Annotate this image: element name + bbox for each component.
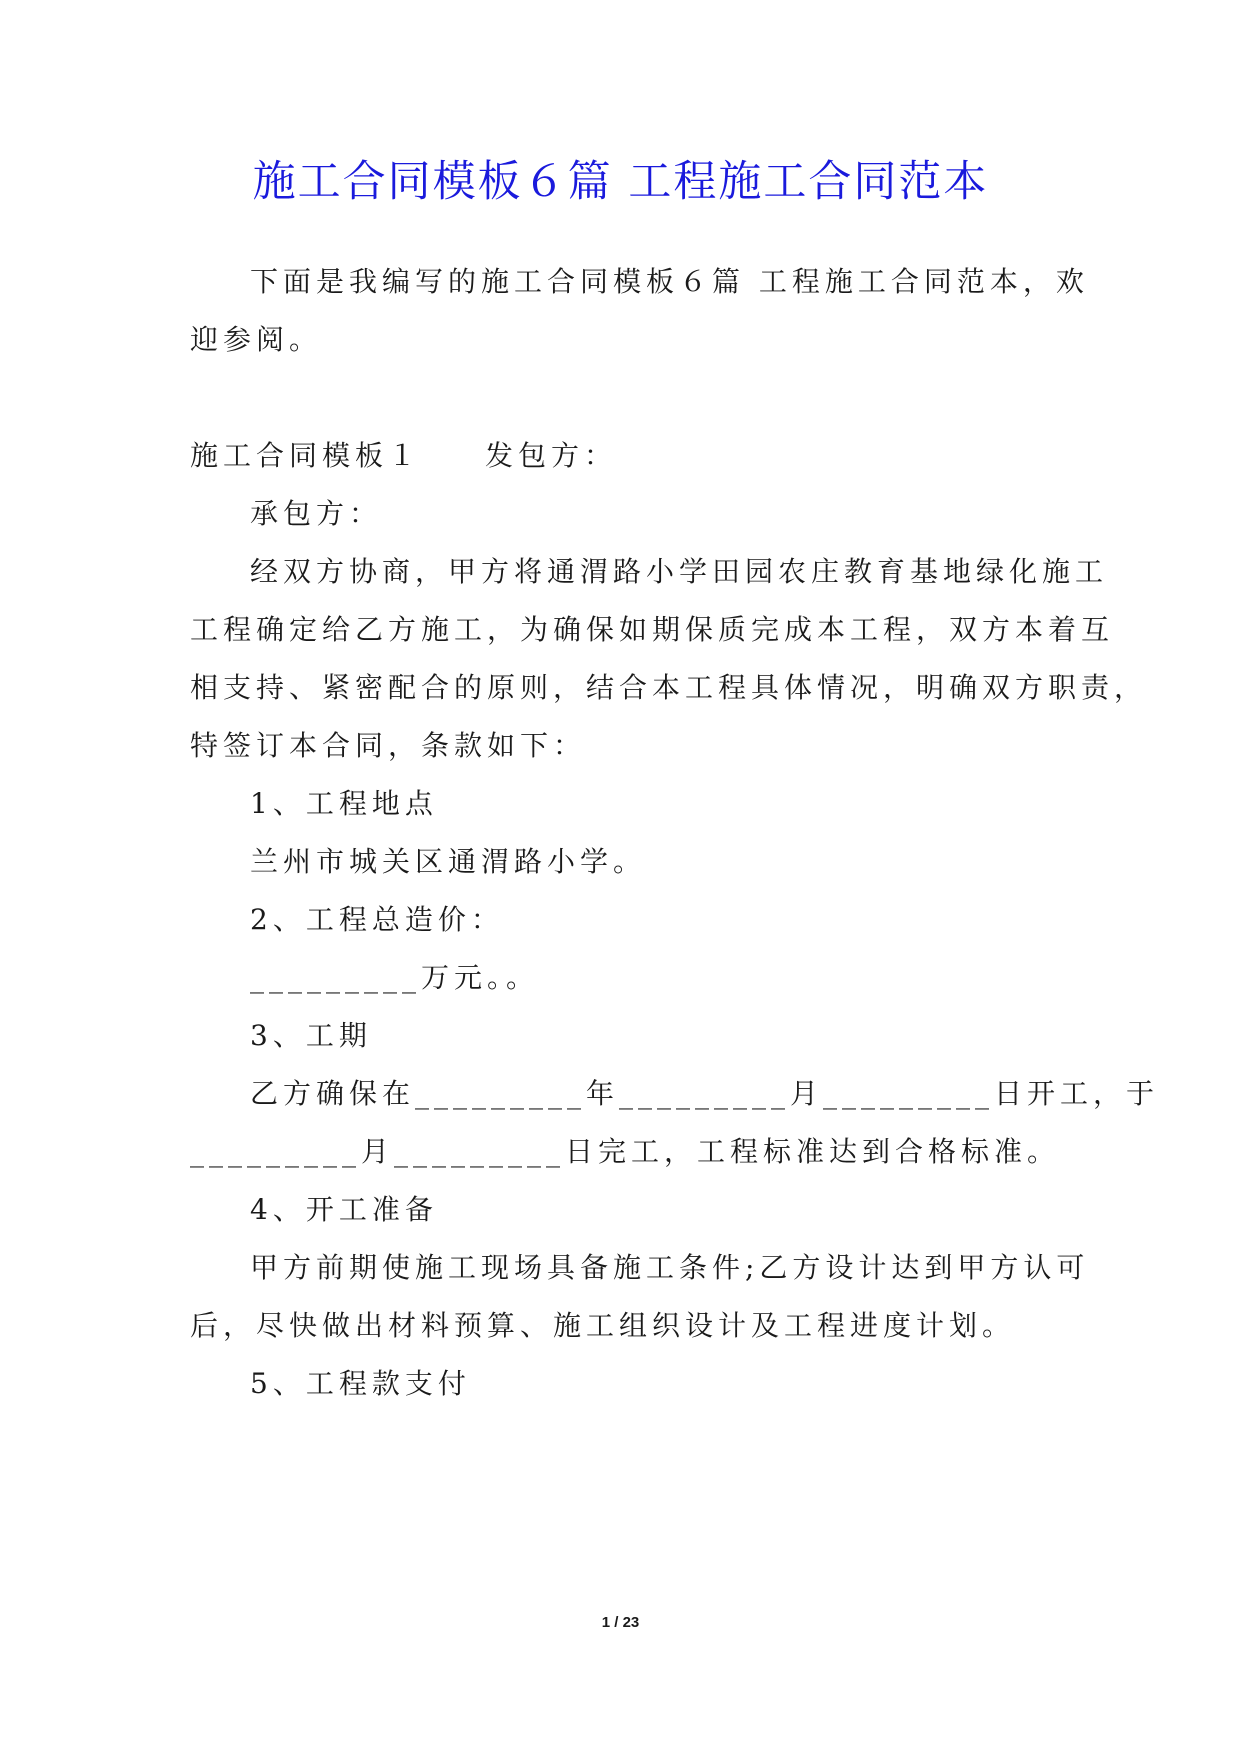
item-2-text: _________万元。。 [250, 961, 540, 994]
intro-line-1: 下面是我编写的施工合同模板６篇 工程施工合同范本，欢 [250, 265, 1089, 298]
item-3-line-2: _________月_________日完工，工程标准达到合格标准。 [190, 1135, 1061, 1168]
section-heading-row [190, 439, 618, 472]
paragraph-1-line-1: 经双方协商，甲方将通渭路小学田园农庄教育基地绿化施工 [250, 555, 1109, 588]
item-1-text: 兰州市城关区通渭路小学。 [250, 845, 647, 878]
paragraph-1-line-3: 相支持、紧密配合的原则，结合本工程具体情况，明确双方职责， [190, 671, 1148, 704]
paragraph-1-line-2: 工程确定给乙方施工，为确保如期保质完成本工程，双方本着互 [190, 613, 1115, 646]
party-b-label: 承包方： [250, 497, 383, 530]
item-5-heading: 5、工程款支付 [250, 1367, 471, 1400]
party-a-label: 发包方： [485, 439, 618, 472]
item-3-line-1: 乙方确保在_________年_________月_________日开工，于 [250, 1077, 1160, 1110]
item-1-heading: 1、工程地点 [250, 787, 438, 820]
item-4-line-2: 后，尽快做出材料预算、施工组织设计及工程进度计划。 [190, 1309, 1016, 1342]
item-4-line-1: 甲方前期使施工现场具备施工条件;乙方设计达到甲方认可 [250, 1251, 1090, 1284]
item-3-heading: 3、工期 [250, 1019, 372, 1052]
intro-line-2: 迎参阅。 [190, 323, 323, 356]
section-heading: 施工合同模板１ [190, 439, 422, 472]
document-title: 施工合同模板６篇 工程施工合同范本 [252, 157, 989, 207]
paragraph-1-line-4: 特签订本合同，条款如下： [190, 729, 587, 762]
item-4-heading: 4、开工准备 [250, 1193, 438, 1226]
page-indicator: 1 / 23 [601, 1614, 640, 1631]
item-2-heading: 2、工程总造价： [250, 903, 504, 936]
